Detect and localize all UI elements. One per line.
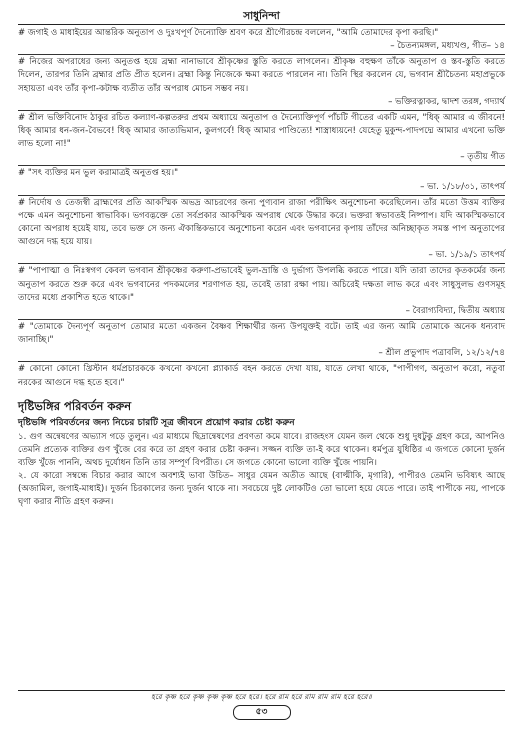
- quote-brahma: # নিজের অপরাধের জন্য অনুতপ্ত হয়ে ব্রহ্মা নানাভাবে শ্রীকৃষ্ণের স্তুতি করতে লাগলেন। শ্রীকৃষ্ণ বহুক্ষণ তাঁকে অনুতাপ ও স্তব-স্তুতি করতে দিলেন, তারপর তিনি ব্রহ্মার প্রতি প্রীত হলেন। ব্রহ্মা কিন্তু নিজেকে ক্ষমা করতে পারলেন না। তিনি স্থির করলেন যে, ভগবান শ্রীচৈতন্য মহাপ্রভুকে সহায়তা এবং তাঁর কৃপা-কটাক্ষ ব্যতীত তাঁর অপরাধ মোচন সম্ভব নয়।: [18, 57, 505, 94]
- divider: [18, 361, 505, 362]
- quote-source: – তৃতীয় গীত: [460, 152, 505, 163]
- quote-source: – ভা. ১/১৯/১ তাৎপর্য: [428, 250, 505, 261]
- quote-source: – বৈরাগ্যবিদ্যা, দ্বিতীয় অধ্যায়: [405, 306, 505, 317]
- divider: [18, 195, 505, 196]
- divider: [18, 263, 505, 264]
- page-number: ৫৩: [233, 705, 291, 720]
- quote-sat-vyakti: # "সৎ ব্যক্তির মন ভুল করামাত্রই অনুতপ্ত হয়।": [18, 168, 179, 179]
- divider: [18, 54, 505, 55]
- quote-christian-placard: # কোনো কোনো খ্রিস্টান ধর্মপ্রচারককে কখনো কখনো প্ল্যাকার্ড বহন করতে দেখা যায়, যাতে লেখা থাকে, "পাপীগণ, অনুতাপ করো, নতুবা নরকের আগুনে দগ্ধ হতে হবে।": [18, 364, 505, 388]
- page-body: [18, 8, 505, 509]
- list-item: ১. গুণ অন্বেষণের অভ্যাস গড়ে তুলুন। এর মাধ্যমে ছিদ্রান্বেষণের প্রবণতা কমে যাবে। রাজহংস যেমন জল থেকে শুধু দুধটুকু গ্রহণ করে, আপনিও তেমনি প্রত্যেক ব্যক্তির গুণ খুঁজে বের করে তা গ্রহণ করার চেষ্টা করুন। সজ্জন ব্যক্তি তা-ই করে থাকেন। ধর্মপুত্র যুধিষ্ঠির এ জগতে কোনো দুর্জন ব্যক্তি খুঁজে পাননি, অথচ দুর্যোধন তিনি তার সম্পূর্ণ বিপরীত। সে জগতে কোনো ভালো ব্যক্তি খুঁজে পায়নি।: [18, 431, 505, 468]
- quote-papatma: # "পাপাত্মা ও নিঃস্বগণ কেবল ভগবান শ্রীকৃষ্ণের করুণা-প্রভাবেই ভুল-ভ্রান্তি ও দুর্ভাগ্য উপলব্ধি করতে পারে। যদি তারা তাদের কৃতকর্মের জন্য অনুতাপ করতে শুরু করে এবং ভগবানের পদকমলের শরণাগত হয়, তবেই তারা রক্ষা পায়। অচিরেই দক্ষতা লাভ করে এবং সাধুসুলভ গুণসমূহ তাদের মধ্যে প্রকাশিত হতে থাকে।": [18, 266, 505, 303]
- quote-parikshit: # নির্দোষ ও তেজস্বী ব্রাহ্মণের প্রতি আকস্মিক অভদ্র আচরণের জন্য পুণ্যবান রাজা পরীক্ষিৎ অনুশোচনা করেছিলেন। তাঁর মতো উত্তম ব্যক্তির পক্ষে এমন অনুশোচনা স্বাভাবিক। ভগবদ্ভক্তে তো সর্বপ্রকার আকস্মিক অপরাধ থেকে উদ্ধার করে। ভক্তরা স্বভাবতই নিষ্পাপ। যদি আকস্মিকভাবে কোনো অপরাধ হয়েই যায়, তবে ভক্ত সে জন্য ঐকান্তিকভাবে অনুশোচনা করেন এবং ভগবানের কৃপায় তাঁদের অনিচ্ছাকৃত সমস্ত পাপ অনুতাপের আগুনে দগ্ধ হয়ে যায়।: [18, 197, 505, 248]
- page-footer: [18, 690, 505, 720]
- footer-mantra: হরে কৃষ্ণ হরে কৃষ্ণ কৃষ্ণ কৃষ্ণ হরে হরে। হরে রাম হরে রাম রাম রাম হরে হরে॥: [151, 692, 372, 701]
- quote-bhaktivinoda: # শ্রীল ভক্তিবিনোদ ঠাকুর রচিত কল্যাণ-কল্পতরুর প্রথম অধ্যায়ে অনুতাপ ও দৈন্যোক্তিপূর্ণ পাঁচটি গীতের একটি এমন, "ধিক্ আমার এ জীবনে! ধিক্ আমার ধন-জন-বৈভবে! ধিক্ আমার জাত্যভিমান, কুলগর্বে! ধিক্ আমার পাণ্ডিত্যে! শাস্ত্রাধ্যয়নে! যেহেতু মুকুন্দ-পাদপদ্মে আমার এখনো ভক্তি লাভ হলো না!": [18, 112, 505, 150]
- quote-prabhupada-letter: # "তোমাকে দৈন্যপূর্ণ অনুতাপ তোমার মতো একজন বৈষ্ণব শিক্ষার্থীর জন্য উপযুক্তই বটে। তাই এর জন্য আমি তোমাকে অনেক ধন্যবাদ জানাচ্ছি।": [18, 322, 505, 346]
- section-subheading: দৃষ্টিভঙ্গি পরিবর্তনের জন্য নিচের চারটি সূত্র জীবনে প্রয়োগ করার চেষ্টা করুন: [18, 416, 295, 428]
- divider: [18, 319, 505, 320]
- divider: [18, 110, 505, 111]
- section-heading: দৃষ্টিভঙ্গির পরিবর্তন করুন: [18, 398, 132, 413]
- header-divider: [18, 24, 505, 25]
- quote-source: – শ্রীল প্রভুপাদ পত্রাবলি, ১২/১২/৭৪: [378, 348, 505, 359]
- quote-jagai-madhai: # জগাই ও মাধাইয়ের আন্তরিক অনুতাপ ও দুঃখপূর্ণ দৈন্যোক্তি শ্রবণ করে শ্রীগৌরচন্দ্র বললেন, "আমি তোমাদের কৃপা করছি।": [18, 28, 439, 38]
- quote-source: – চৈতন্যমঙ্গল, মধ্যখণ্ড, গীত– ১৪: [390, 41, 505, 52]
- quote-source: – ভক্তিরত্নাকর, দ্বাদশ তরঙ্গ, গদ্যার্থ: [388, 96, 505, 107]
- list-item: ২. যে কারো সম্বন্ধে বিচার করার আগে অবশ্যই ভাবা উচিত– সাধুর যেমন অতীত আছে (বাল্মীকি, মৃগারি), পাপীরও তেমনি ভবিষ্যৎ আছে (অজামিল, জগাই-মাধাই)। দুর্জন চিরকালের জন্য দুর্জন থাকে না। সবচেয়ে দুষ্ট লোকটিও তো ভালো হয়ে যেতে পারে। তাই পাপীকে নয়, পাপকে ঘৃণা করার নীতি গ্রহণ করুন।: [18, 470, 505, 507]
- divider: [18, 165, 505, 166]
- page-title: সাধুনিন্দা: [243, 10, 280, 22]
- quote-source: – ভা. ১/১৮/৩১, তাৎপর্য: [420, 181, 505, 192]
